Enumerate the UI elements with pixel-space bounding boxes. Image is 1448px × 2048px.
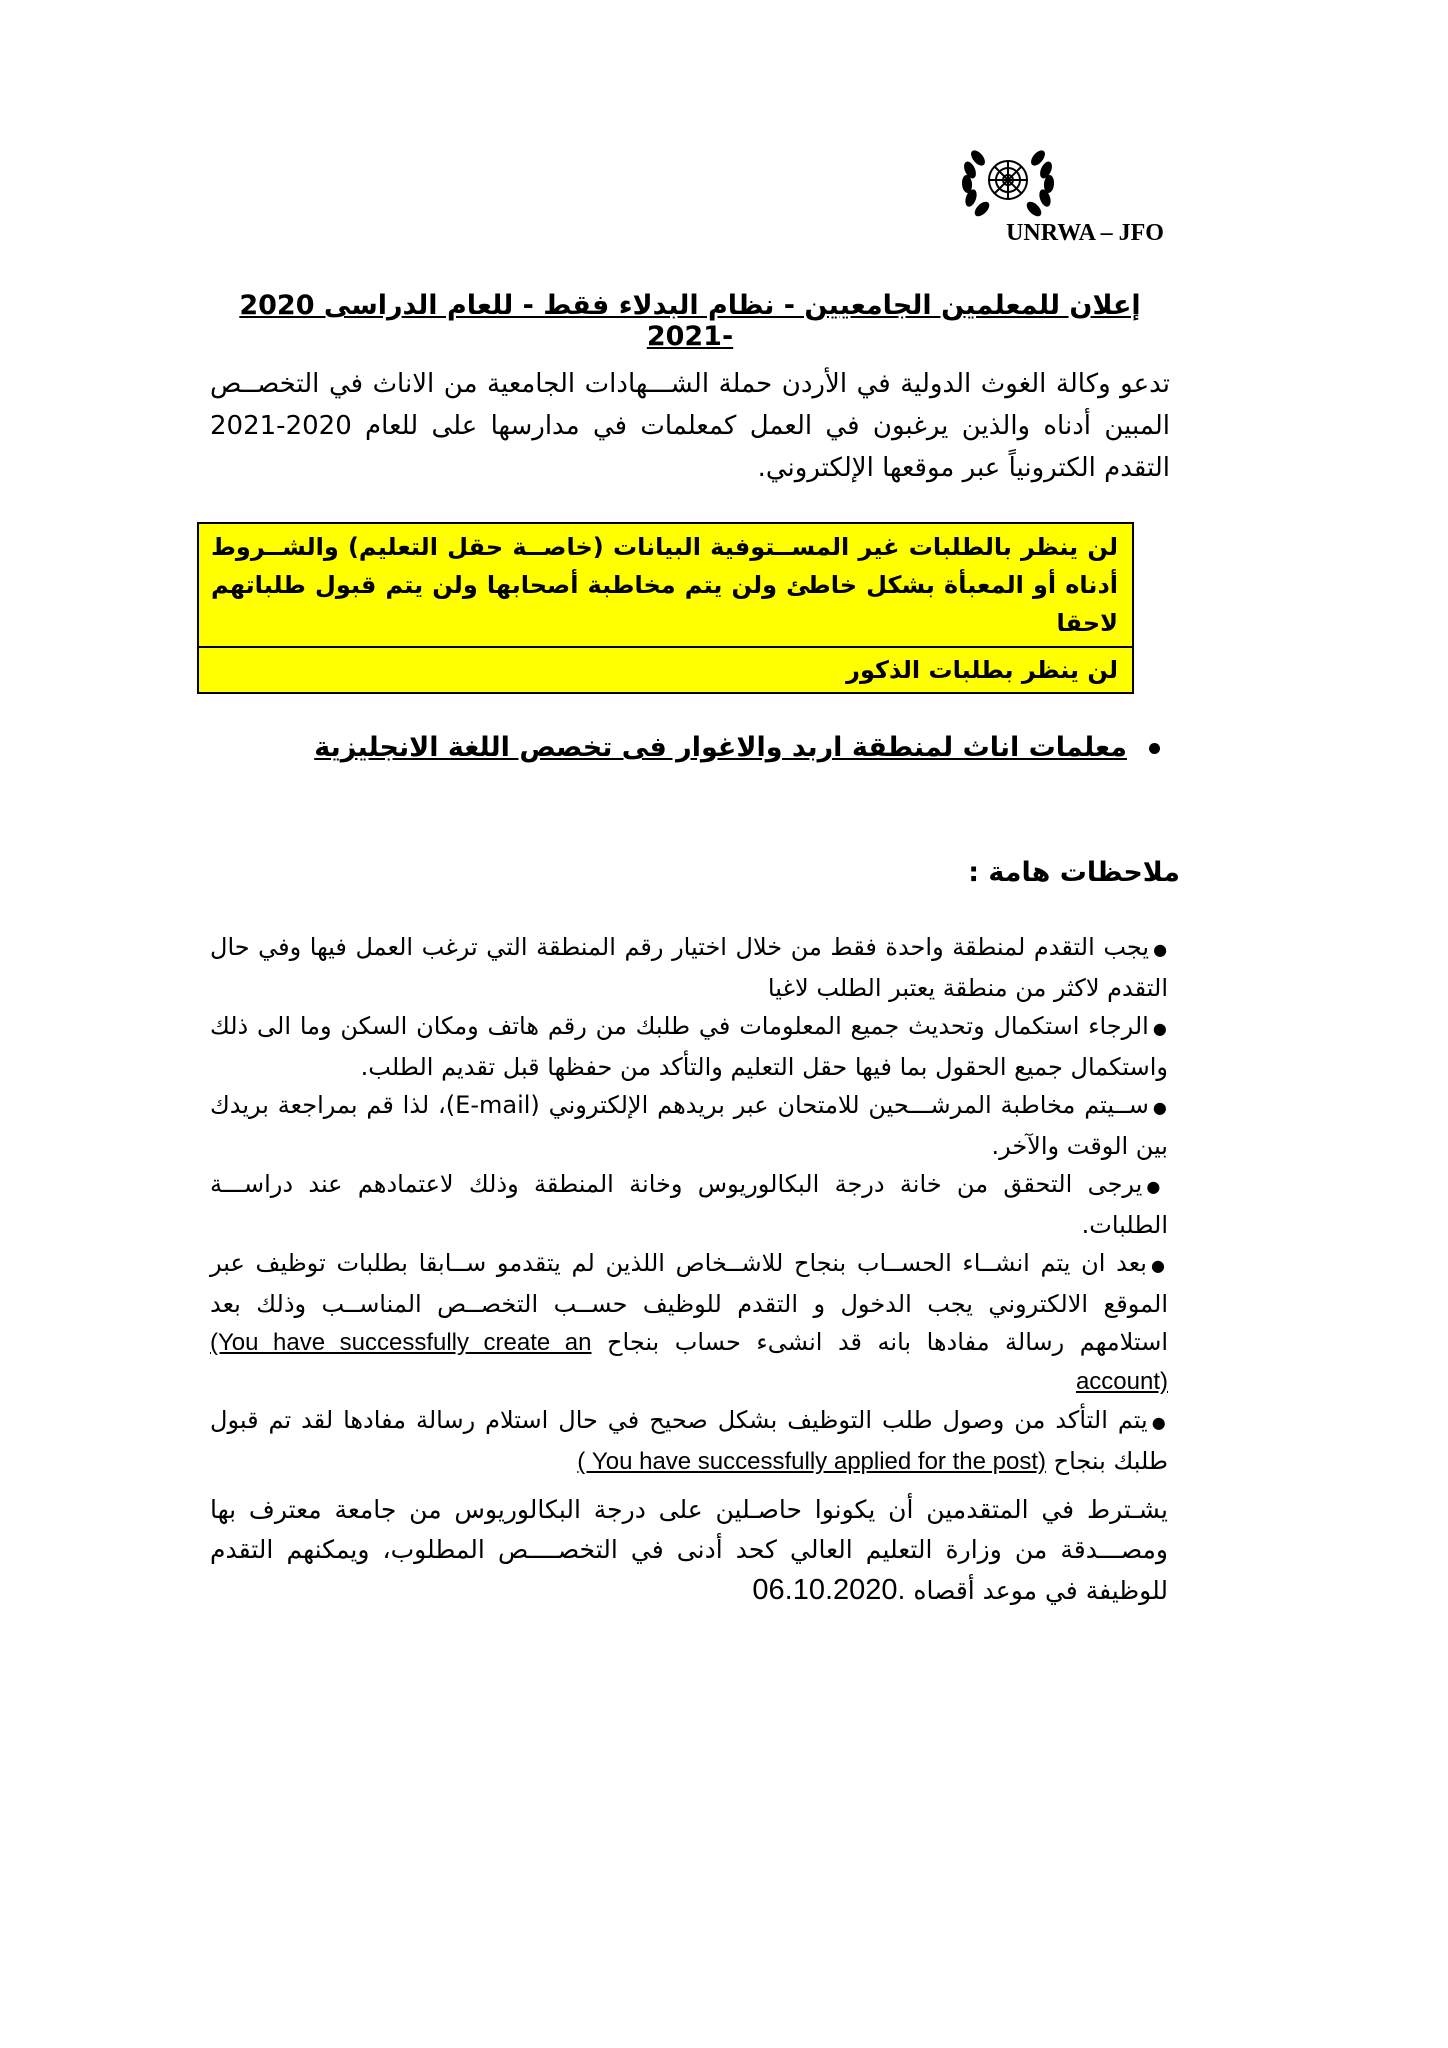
note-english-text: ( You have successfully applied for the post) — [577, 1448, 1046, 1475]
note-item — [210, 1086, 1168, 1165]
org-label: UNRWA – JFO — [1006, 220, 1164, 246]
note-text: بعد ان يتم انشــاء الحســاب بنجاح للاشــخاص اللذين لم يتقدمو ســابقا بطلبات توظيف عبر الموقع الالكتروني يجب الدخول و التقدم للوظيف حســب التخصــص المناســب وذلك بعد استلامهم رسالة مفادها بانه قد انشىء حساب بنجاح — [210, 1249, 1168, 1356]
closing-text: يشـترط في المتقدمين أن يكونوا حاصـلين على درجة البكالوريوس من جامعة معترف بها ومصـــدقة من وزارة التعليم العالي كحد أدنى في التخصــــص المطلوب، ويمكنهم التقدم للوظيفة في موعد أقصاه . — [210, 1495, 1168, 1605]
note-item — [210, 928, 1168, 1007]
notes-list — [210, 928, 1168, 1481]
note-item — [210, 1165, 1168, 1244]
notes-heading: ملاحظات هامة : — [968, 857, 1180, 888]
specialization-item — [300, 732, 1160, 763]
note-text: ســيتم مخاطبة المرشـــحين للامتحان عبر بريدهم الإلكتروني (E-mail)، لذا قم بمراجعة بريدك بين الوقت والآخر. — [210, 1091, 1168, 1160]
notice-box — [197, 522, 1134, 694]
bullet-icon: ● — [1150, 1256, 1168, 1275]
note-english-text: (You have successfully create an account) — [210, 1329, 1168, 1395]
note-item — [210, 1244, 1168, 1401]
bullet-icon: ● — [1151, 1413, 1168, 1432]
note-text: يرجى التحقق من خانة درجة البكالوريوس وخانة المنطقة وذلك لاعتمادهم عند دراســـة الطلبات. — [210, 1170, 1168, 1239]
bullet-icon: ● — [1153, 940, 1168, 959]
notice-line-1: لن ينظر بالطلبات غير المســتوفية البيانات (خاصــة حقل التعليم) والشــروط أدناه أو المعبأة بشكل خاطئ ولن يتم مخاطبة أصحابها ولن يتم قبول طلباتهم لاحقا — [199, 524, 1132, 648]
notice-line-2: لن ينظر بطلبات الذكور — [846, 656, 1118, 684]
intro-paragraph: تدعو وكالة الغوث الدولية في الأردن حملة الشـــهادات الجامعية من الاناث في التخصــص المبين أدناه والذين يرغبون في العمل كمعلمات في مدارسها على للعام 2020-2021 التقدم الكترونياً عبر موقعها الإلكتروني. — [210, 369, 1170, 483]
note-text: يتم التأكد من وصول طلب التوظيف بشكل صحيح في حال استلام رسالة مفادها لقد تم قبول طلبك بنجاح — [210, 1406, 1168, 1475]
page-title: إعلان للمعلمين الجامعيين - نظام البدلاء فقط - للعام الدراسى 2020 -2021 — [239, 290, 1141, 352]
closing-paragraph — [210, 1490, 1168, 1611]
note-item — [210, 1007, 1168, 1086]
bullet-icon: ● — [1146, 1177, 1169, 1196]
bullet-icon: ● — [1152, 1019, 1168, 1038]
specialization-text: معلمات اناث لمنطقة اربد والاغوار فى تخصص اللغة الانجليزية — [314, 732, 1127, 763]
deadline-date: 06.10.2020 — [752, 1574, 898, 1606]
note-text: يجب التقدم لمنطقة واحدة فقط من خلال اختيار رقم المنطقة التي ترغب العمل فيها وفي حال التقدم لاكثر من منطقة يعتبر الطلب لاغيا — [210, 933, 1168, 1002]
bullet-icon: ● — [1152, 1098, 1169, 1117]
note-text: الرجاء استكمال وتحديث جميع المعلومات في طلبك من رقم هاتف ومكان السكن وما الى ذلك واستكمال جميع الحقول بما فيها حقل التعليم والتأكد من حفظها قبل تقديم الطلب. — [210, 1012, 1168, 1081]
note-item — [210, 1401, 1168, 1481]
bullet-icon — [1149, 743, 1160, 754]
un-emblem-icon — [958, 142, 1058, 220]
